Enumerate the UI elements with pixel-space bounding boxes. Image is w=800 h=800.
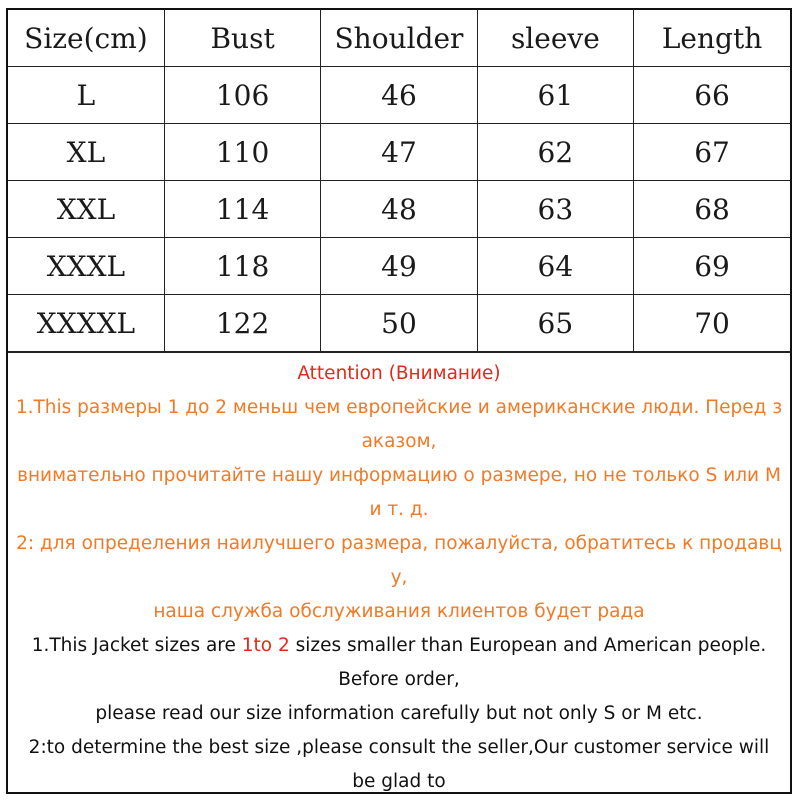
cell-size: XXXXL [8,295,164,352]
ru-note-1-line-4: и т. д. [369,499,429,520]
en-note-1-line-1 [8,629,790,663]
header-sleeve: sleeve [477,10,633,67]
cell-size: XXL [8,181,164,238]
cell-sleeve: 62 [477,124,633,181]
header-shoulder: Shoulder [321,10,477,67]
cell-length: 68 [634,181,790,238]
cell-length: 67 [634,124,790,181]
cell-shoulder: 46 [321,67,477,124]
cell-shoulder: 48 [321,181,477,238]
ru-note-1-line-3: внимательно прочитайте нашу информацию о размере, но не только S или M [17,465,781,486]
table-header-row [8,10,790,67]
ru-note-2-line-3: наша служба обслуживания клиентов будет рада [153,601,645,622]
ru-note-2-line-1: 2: для определения наилучшего размера, пожалуйста, обратитесь к продавц [16,533,782,554]
ru-note-2-line-2: у, [390,567,408,588]
en-note-1-highlight: 1to 2 [241,635,290,656]
en-note-1-line-2: Before order, [338,669,460,690]
en-note-2-line-2: be glad to [352,771,446,792]
cell-shoulder: 50 [321,295,477,352]
table-row [8,124,790,181]
header-size: Size(cm) [8,10,164,67]
size-table [8,10,790,352]
cell-shoulder: 49 [321,238,477,295]
attention-notes [8,352,790,799]
header-bust: Bust [164,10,320,67]
table-row [8,181,790,238]
cell-size: XXXL [8,238,164,295]
cell-bust: 118 [164,238,320,295]
table-row [8,67,790,124]
cell-sleeve: 64 [477,238,633,295]
en-note-1-post: sizes smaller than European and American people. [289,635,767,656]
en-note-1-line-3: please read our size information carefully but not only S or M etc. [95,703,703,724]
cell-length: 70 [634,295,790,352]
table-row [8,295,790,352]
cell-length: 66 [634,67,790,124]
en-note-1-pre: 1.This Jacket sizes are [31,635,242,656]
attention-title: Attention (Внимание) [297,363,501,384]
ru-note-1-line-1: 1.This размеры 1 до 2 меньш чем европейские и американские люди. Перед з [15,397,783,418]
ru-note-1-line-2: аказом, [361,431,437,452]
cell-bust: 114 [164,181,320,238]
cell-size: L [8,67,164,124]
cell-bust: 110 [164,124,320,181]
cell-length: 69 [634,238,790,295]
cell-size: XL [8,124,164,181]
size-chart [6,8,792,794]
header-length: Length [634,10,790,67]
cell-sleeve: 65 [477,295,633,352]
table-row [8,238,790,295]
cell-bust: 106 [164,67,320,124]
cell-sleeve: 63 [477,181,633,238]
cell-sleeve: 61 [477,67,633,124]
cell-shoulder: 47 [321,124,477,181]
en-note-2-line-1: 2:to determine the best size ,please consult the seller,Our customer service will [28,737,770,758]
cell-bust: 122 [164,295,320,352]
